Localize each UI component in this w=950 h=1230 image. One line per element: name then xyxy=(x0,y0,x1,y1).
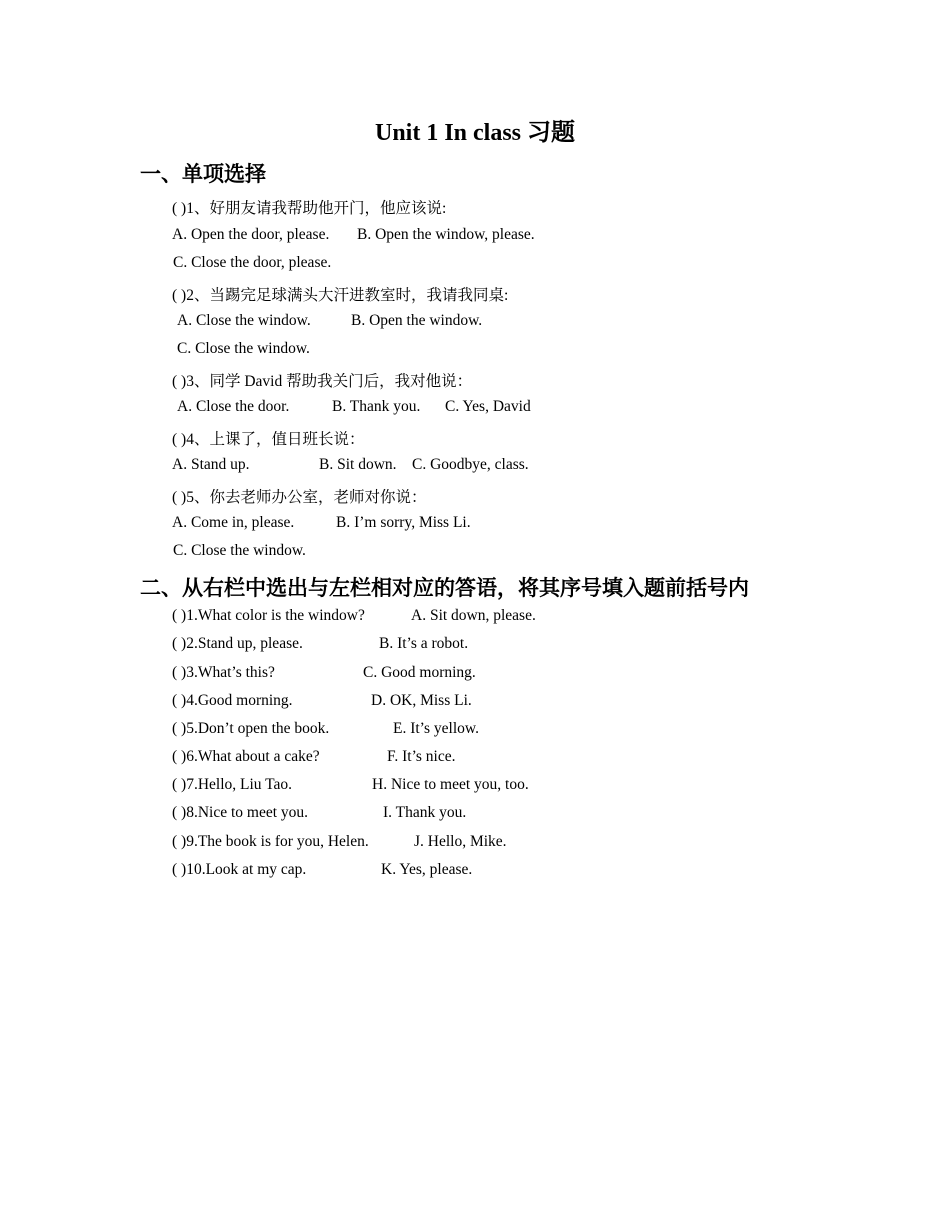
matching-question: ( )1.What color is the window? xyxy=(172,607,365,624)
option-a: A. Stand up. xyxy=(172,456,250,473)
matching-answer: B. It’s a robot. xyxy=(379,635,469,652)
option-b: B. Sit down. xyxy=(319,456,397,473)
matching-row xyxy=(172,748,672,768)
question-1-options xyxy=(172,226,592,246)
matching-answer: F. It’s nice. xyxy=(387,748,456,765)
matching-answer: D. OK, Miss Li. xyxy=(371,692,472,709)
matching-answer: A. Sit down, please. xyxy=(411,607,536,624)
question-5: ( )5、你去老师办公室，老师对你说： xyxy=(172,489,427,506)
matching-row xyxy=(172,635,672,655)
question-1: ( )1、好朋友请我帮助他开门，他应该说: xyxy=(172,200,447,217)
matching-row xyxy=(172,692,672,712)
question-3-options xyxy=(177,398,577,418)
section-2-heading: 二、从右栏中选出与左栏相对应的答语，将其序号填入题前括号内 xyxy=(140,576,749,600)
option-c: C. Goodbye, class. xyxy=(412,456,529,473)
matching-question: ( )2.Stand up, please. xyxy=(172,635,303,652)
matching-row xyxy=(172,833,672,853)
matching-question: ( )7.Hello, Liu Tao. xyxy=(172,776,293,793)
option-a: A. Close the door. xyxy=(177,398,290,415)
page-title: Unit 1 In class 习题 xyxy=(374,120,576,146)
matching-question: ( )10.Look at my cap. xyxy=(172,861,307,878)
matching-question: ( )4.Good morning. xyxy=(172,692,293,709)
option-b: B. Thank you. xyxy=(332,398,421,415)
matching-question: ( )5.Don’t open the book. xyxy=(172,720,330,737)
matching-row xyxy=(172,720,672,740)
matching-row xyxy=(172,804,672,824)
matching-question: ( )8.Nice to meet you. xyxy=(172,804,309,821)
option-c: C. Yes, David xyxy=(445,398,531,415)
matching-answer: I. Thank you. xyxy=(383,804,467,821)
matching-answer: C. Good morning. xyxy=(363,664,476,681)
matching-question: ( )9.The book is for you, Helen. xyxy=(172,833,369,850)
option-c: C. Close the window. xyxy=(173,542,306,559)
option-b: B. Open the window, please. xyxy=(357,226,535,243)
option-a: A. Come in, please. xyxy=(172,514,295,531)
option-b: B. Open the window. xyxy=(351,312,483,329)
matching-answer: K. Yes, please. xyxy=(381,861,473,878)
question-4-options xyxy=(172,456,572,476)
matching-row xyxy=(172,664,672,684)
matching-row xyxy=(172,607,672,627)
option-c: C. Close the window. xyxy=(177,340,310,357)
matching-question: ( )6.What about a cake? xyxy=(172,748,320,765)
option-a: A. Open the door, please. xyxy=(172,226,330,243)
option-c: C. Close the door, please. xyxy=(173,254,332,271)
question-2: ( )2、当踢完足球满头大汗进教室时，我请我同桌: xyxy=(172,287,509,304)
matching-row xyxy=(172,776,672,796)
matching-row xyxy=(172,861,672,881)
section-1-heading: 一、单项选择 xyxy=(140,162,266,186)
matching-question: ( )3.What’s this? xyxy=(172,664,275,681)
matching-answer: E. It’s yellow. xyxy=(393,720,479,737)
option-a: A. Close the window. xyxy=(177,312,311,329)
option-b: B. I’m sorry, Miss Li. xyxy=(336,514,471,531)
matching-answer: H. Nice to meet you, too. xyxy=(372,776,529,793)
matching-answer: J. Hello, Mike. xyxy=(414,833,507,850)
question-4: ( )4、上课了，值日班长说： xyxy=(172,431,365,448)
question-3: ( )3、同学 David 帮助我关门后，我对他说： xyxy=(172,373,473,390)
question-2-options xyxy=(177,312,577,332)
question-5-options xyxy=(172,514,572,534)
